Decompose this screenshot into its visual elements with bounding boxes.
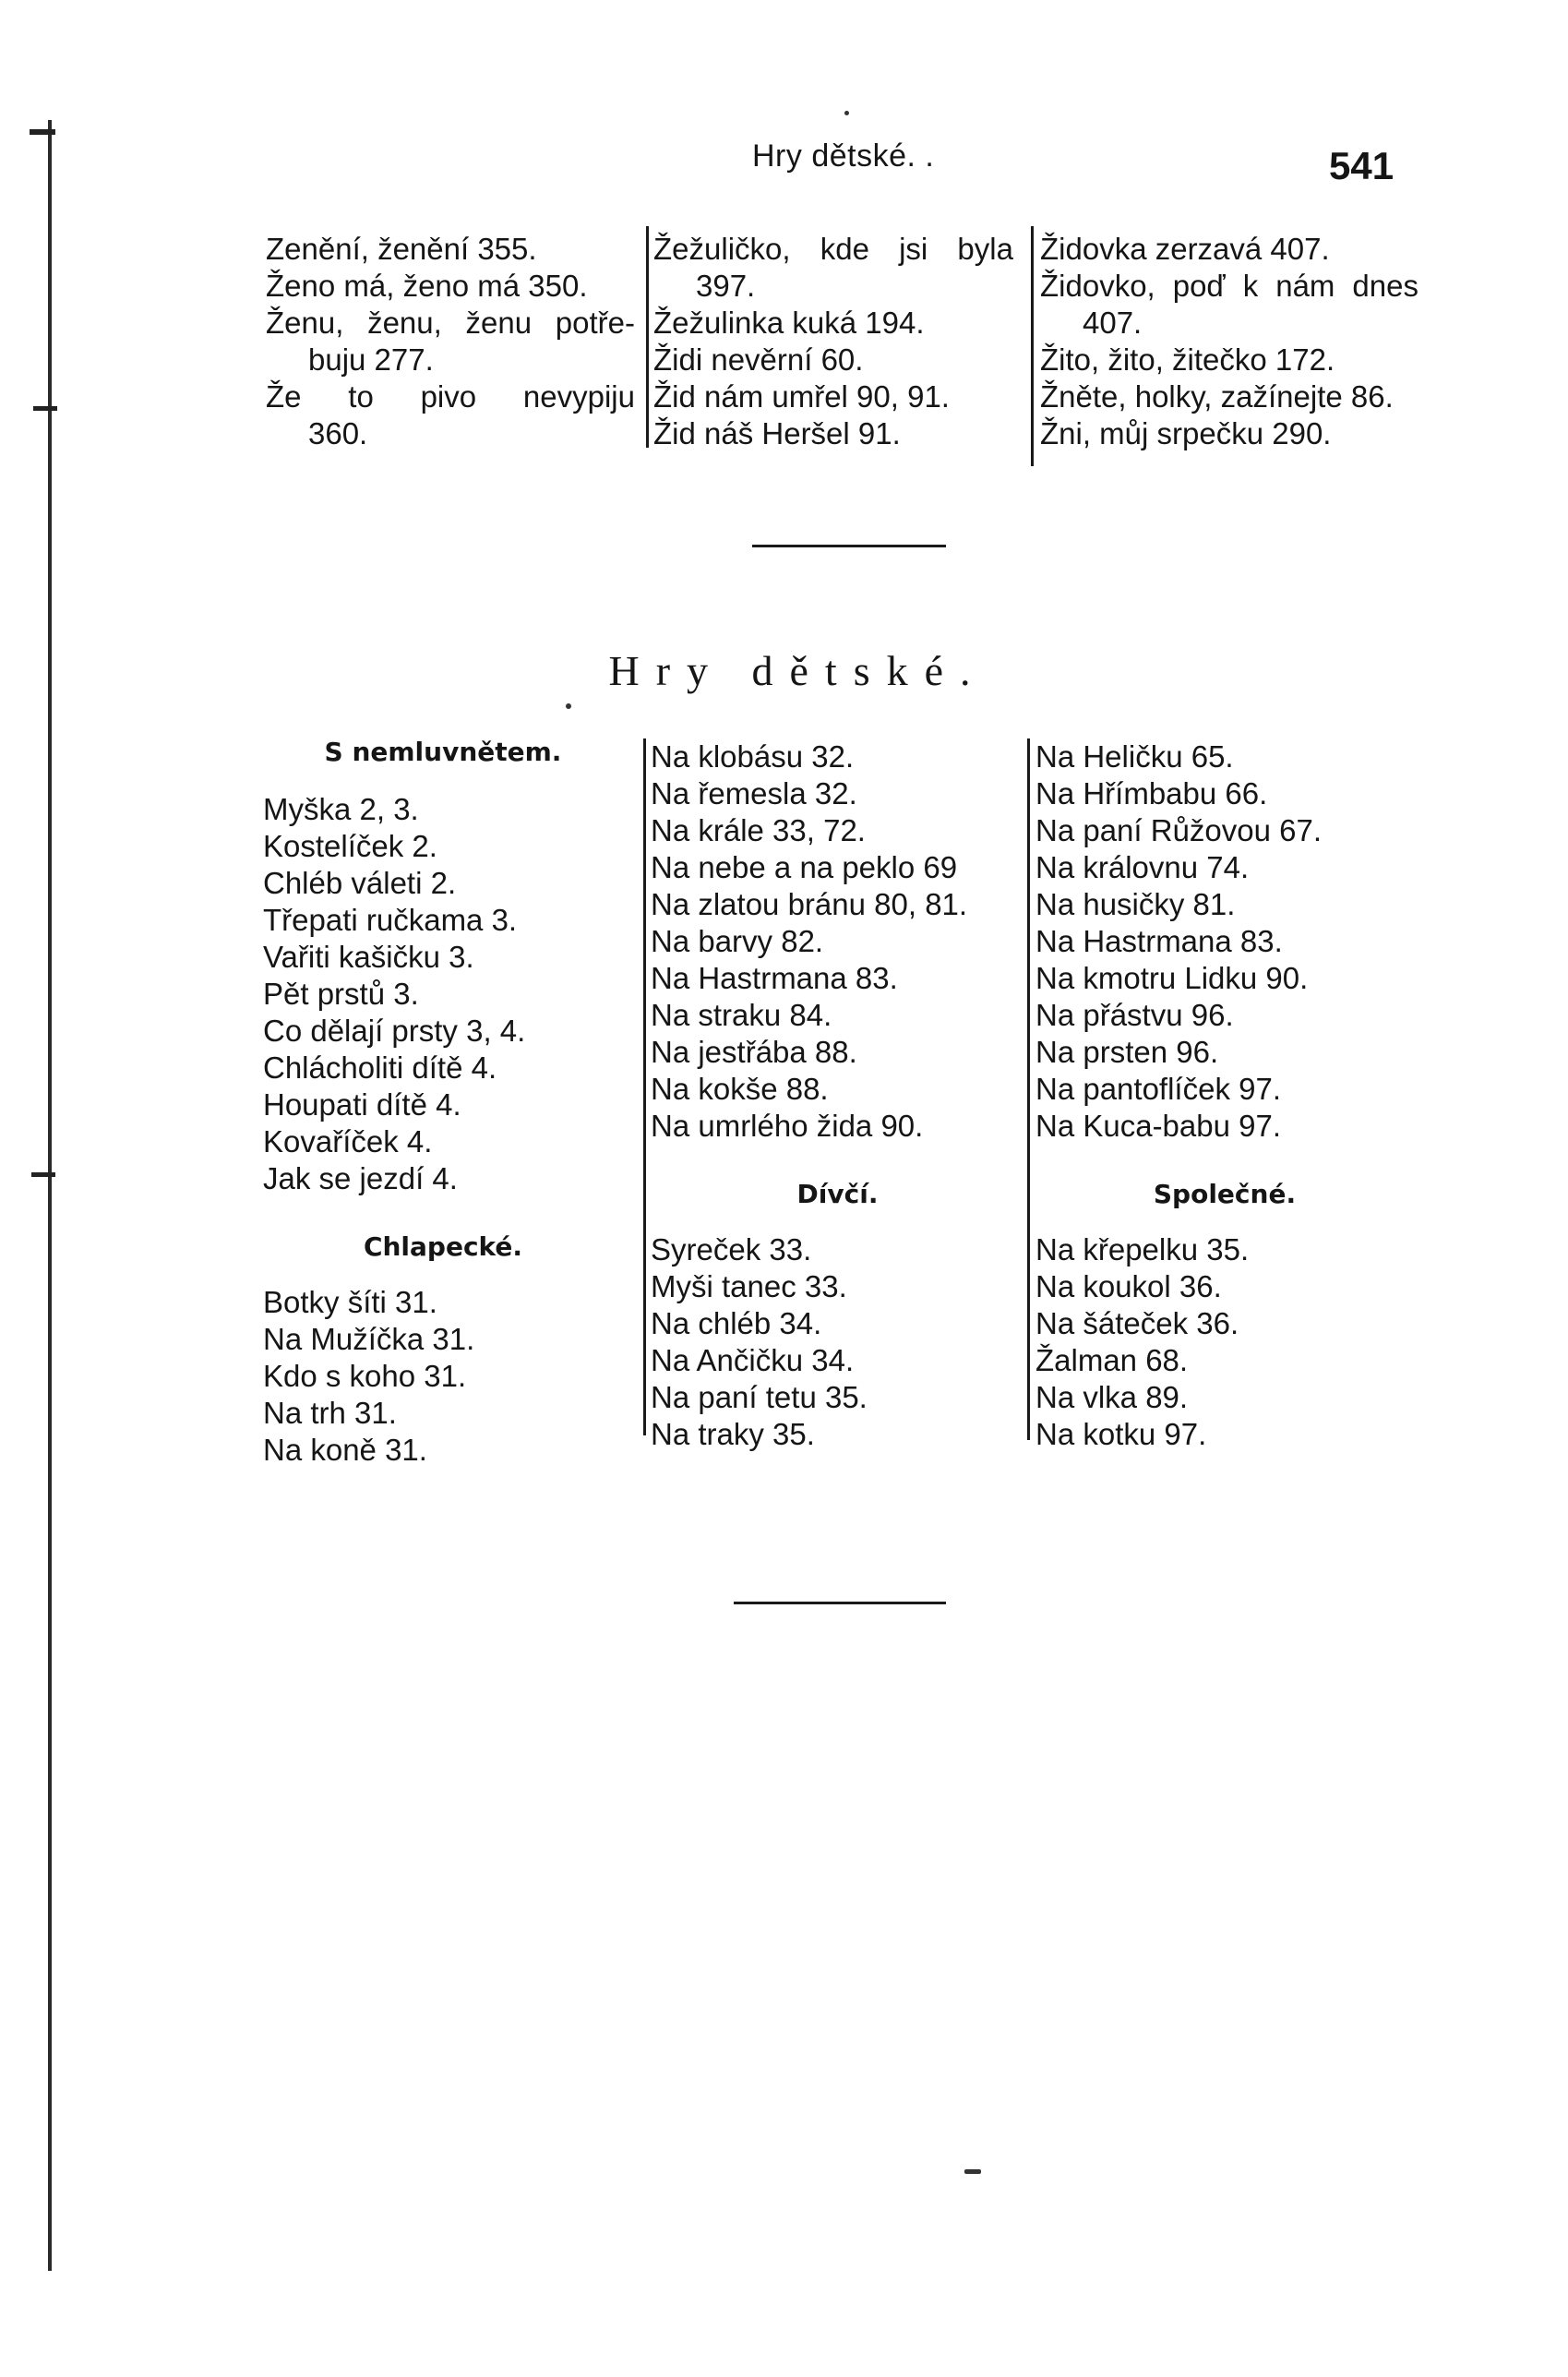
index-entry: Žněte, holky, zažínejte 86. [1040, 379, 1394, 414]
column-rule [1027, 738, 1030, 1440]
game-entry: Na straku 84. [651, 998, 832, 1032]
game-entry: Na chléb 34. [651, 1306, 822, 1340]
game-entry: Na krále 33, 72. [651, 813, 866, 847]
separator-rule [752, 545, 946, 547]
index-entry-word: ženu, [367, 306, 442, 340]
index-entry: Ženo má, ženo má 350. [266, 269, 588, 303]
index-entry-word: k [1242, 269, 1259, 303]
game-entry: Na kokše 88. [651, 1072, 829, 1106]
game-entry: Na paní Růžovou 67. [1035, 813, 1323, 847]
game-entry: Na jestřába 88. [651, 1035, 857, 1069]
games-column-3 [1035, 738, 1414, 1453]
index-entry: Žito, žito, žitečko 172. [1040, 342, 1335, 377]
game-entry: Na Hastrmana 83. [1035, 924, 1283, 958]
game-entry: Kostelíček 2. [263, 829, 437, 863]
game-entry: Na přástvu 96. [1035, 998, 1234, 1032]
index-entry-word: kde [820, 232, 869, 266]
index-entry-word: Ženu, [266, 306, 344, 340]
game-entry: Na kmotru Lidku 90. [1035, 961, 1309, 995]
game-entry: Třepati ručkama 3. [263, 903, 518, 937]
binding-edge-mark [31, 1172, 55, 1177]
index-entry: Žid nám umřel 90, 91. [653, 379, 950, 414]
index-entry-word: ženu [465, 306, 533, 340]
game-entry: Na husičky 81. [1035, 887, 1236, 921]
speck [566, 703, 571, 709]
index-entry: 397. [696, 269, 756, 303]
game-entry: Na pantoflíček 97. [1035, 1072, 1281, 1106]
running-head: Hry dětské. . [752, 138, 935, 174]
game-entry: Pět prstů 3. [263, 977, 419, 1011]
index-entry: Zenění, ženění 355. [266, 232, 537, 266]
index-entry-word: byla [957, 232, 1013, 266]
game-entry: Na křepelku 35. [1035, 1232, 1250, 1267]
game-entry: Na Hřímbabu 66. [1035, 776, 1268, 810]
index-entry-word: nevypiju [522, 379, 635, 414]
game-entry: Na zlatou bránu 80, 81. [651, 887, 968, 921]
index-entry: Žežulinka kuká 194. [653, 306, 925, 340]
index-entry [1040, 268, 1418, 305]
speck [844, 111, 849, 115]
game-entry: Na klobásu 32. [651, 739, 855, 774]
game-entry: Myška 2, 3. [263, 792, 419, 826]
index-entry [653, 231, 1013, 268]
index-entry-word: pivo [420, 379, 477, 414]
index-entry: Židi nevěrní 60. [653, 342, 864, 377]
game-entry: Chlácholiti dítě 4. [263, 1050, 497, 1085]
game-entry: Vařiti kašičku 3. [263, 940, 474, 974]
game-entry: Na vlka 89. [1035, 1380, 1189, 1414]
game-entry: Na paní tetu 35. [651, 1380, 868, 1414]
binding-edge-line [48, 120, 52, 2271]
index-column-2 [653, 231, 1013, 452]
index-entry: Žid náš Heršel 91. [653, 416, 901, 450]
subheading-spolecne: Společné. [1153, 1179, 1297, 1209]
game-entry: Na Kuca-babu 97. [1035, 1109, 1282, 1143]
game-entry: Na umrlého žida 90. [651, 1109, 924, 1143]
column-rule [1031, 226, 1034, 466]
game-entry: Na Heličku 65. [1035, 739, 1234, 774]
game-entry: Botky šíti 31. [263, 1285, 437, 1319]
game-entry: Kdo s koho 31. [263, 1359, 467, 1393]
index-entry-word: to [348, 379, 374, 414]
game-entry: Na barvy 82. [651, 924, 824, 958]
index-entry: buju 277. [308, 342, 434, 377]
game-entry: Na kotku 97. [1035, 1417, 1207, 1451]
column-rule [643, 738, 646, 1435]
index-entry-word: Že [266, 379, 302, 414]
index-entry [266, 305, 635, 342]
game-entry: Chléb váleti 2. [263, 866, 457, 900]
column-rule [646, 226, 649, 448]
game-entry: Syreček 33. [651, 1232, 812, 1267]
game-entry: Houpati dítě 4. [263, 1087, 461, 1122]
section-title: Hry dětské. [608, 647, 987, 694]
index-entry-word: Žežuličko, [653, 232, 791, 266]
index-entry: 407. [1083, 306, 1143, 340]
game-entry: Na šáteček 36. [1035, 1306, 1239, 1340]
game-entry: Na Hastrmana 83. [651, 961, 898, 995]
index-entry-word: dnes [1352, 269, 1418, 303]
index-entry: Žni, můj srpečku 290. [1040, 416, 1332, 450]
game-entry: Co dělají prsty 3, 4. [263, 1014, 526, 1048]
game-entry: Na královnu 74. [1035, 850, 1250, 884]
binding-edge-mark [33, 406, 57, 411]
game-entry: Na traky 35. [651, 1417, 815, 1451]
index-entry-word: potře- [555, 306, 635, 340]
separator-rule [734, 1602, 946, 1604]
index-entry-word: nám [1275, 269, 1335, 303]
index-column-3 [1040, 231, 1418, 452]
index-entry-word: poď [1172, 269, 1226, 303]
game-entry: Na řemesla 32. [651, 776, 857, 810]
subheading-nemluvnetem: S nemluvnětem. [324, 737, 562, 767]
page-number: 541 [1329, 144, 1394, 187]
game-entry: Na Mužíčka 31. [263, 1322, 475, 1356]
game-entry: Myši tanec 33. [651, 1269, 847, 1303]
index-entry [266, 378, 635, 415]
index-entry: 360. [308, 416, 368, 450]
game-entry: Na koukol 36. [1035, 1269, 1222, 1303]
index-entry-word: Židovko, [1040, 269, 1155, 303]
game-entry: Na koně 31. [263, 1433, 427, 1467]
game-entry: Na prsten 96. [1035, 1035, 1219, 1069]
game-entry: Na nebe a na peklo 69 [651, 850, 958, 884]
index-column-1 [266, 231, 635, 452]
index-entry: Židovka zerzavá 407. [1040, 232, 1330, 266]
game-entry: Na trh 31. [263, 1396, 397, 1430]
index-entry-word: jsi [899, 232, 928, 266]
game-entry: Na Ančičku 34. [651, 1343, 855, 1377]
subheading-chlapecke: Chlapecké. [363, 1231, 523, 1262]
game-entry: Kovaříček 4. [263, 1124, 433, 1158]
binding-edge-mark [30, 129, 55, 135]
speck [964, 2169, 981, 2174]
game-entry: Žalman 68. [1035, 1343, 1189, 1377]
games-column-2 [651, 738, 1024, 1453]
games-column-1 [263, 734, 623, 1469]
game-entry: Jak se jezdí 4. [263, 1161, 458, 1195]
subheading-divci: Dívčí. [796, 1179, 879, 1209]
